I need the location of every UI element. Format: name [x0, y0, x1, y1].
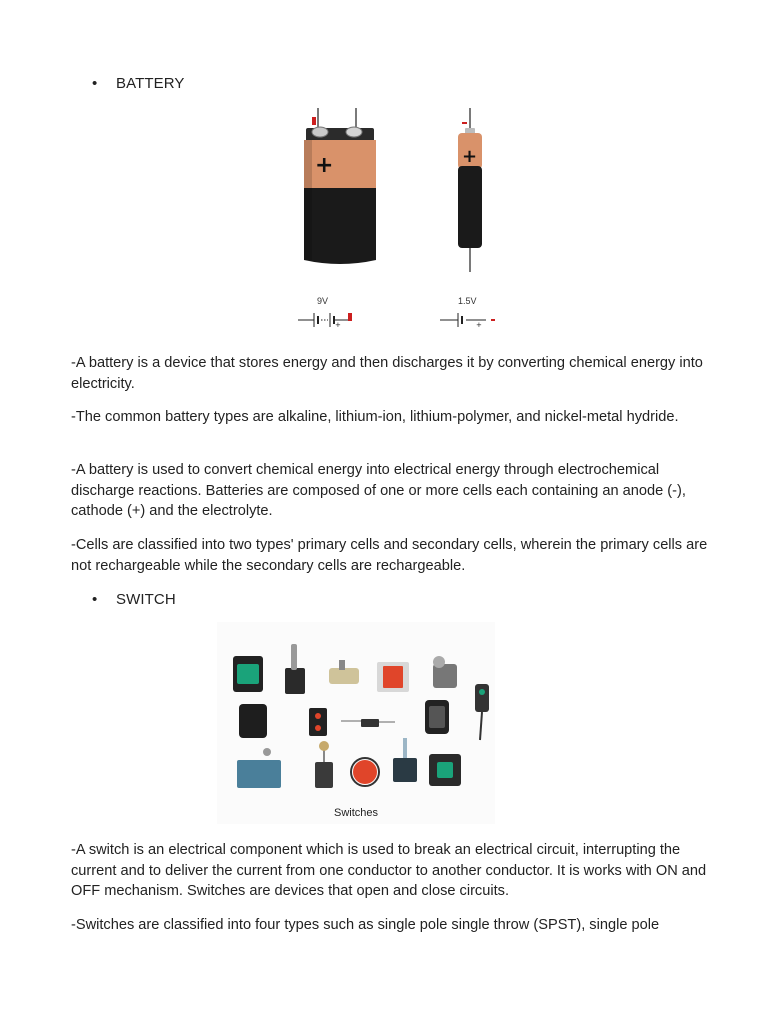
- heading-switch: SWITCH: [116, 591, 176, 608]
- rocker-switch-black: [239, 704, 267, 738]
- switches-caption: Switches: [333, 807, 379, 819]
- battery-paragraph-3: -A battery is used to convert chemical energy into electrical energy through electrochemical discharge reactions. Batteries are composed of one or more cells each containing an anode (-), cathode (+) and the electrolyte.: [71, 462, 686, 519]
- micro-switch: [361, 719, 379, 727]
- label-9v: 9V: [317, 296, 329, 306]
- svg-text:+: +: [335, 321, 341, 329]
- pendant-switch: [475, 684, 489, 712]
- bullet-dot: •: [92, 591, 98, 608]
- toggle-switch-black: [285, 668, 305, 694]
- aa-red-marker: [462, 122, 467, 124]
- nine-volt-black-body: [304, 188, 376, 264]
- label-1-5v: 1.5V: [458, 296, 477, 306]
- limit-switch-blue: [237, 760, 281, 788]
- svg-text:+: +: [476, 321, 482, 329]
- nine-volt-plus-icon: +: [315, 153, 334, 178]
- battery-paragraph-2: -The common battery types are alkaline, lithium-ion, lithium-polymer, and nickel-metal hydride.: [71, 409, 679, 425]
- switch-paragraph-2: -Switches are classified into four types such as single pole single throw (SPST), single pole: [71, 917, 660, 933]
- switches-illustration: [217, 622, 495, 804]
- switches-figure: [217, 622, 495, 824]
- toggle-switch-brass: [329, 668, 359, 684]
- push-button-red: [353, 760, 377, 784]
- battery-paragraph-4: -Cells are classified into two types' primary cells and secondary cells, wherein the primary cells are not rechargeable while the secondary cells are rechargeable.: [71, 537, 708, 574]
- limit-switch-plunger: [315, 762, 333, 788]
- nine-volt-lead-red-marker: [312, 117, 316, 125]
- switch-paragraph-1: -A switch is an electrical component which is used to break an electrical circuit, interrupting the current and to deliver the current from one conductor to another conductor. It is works with ON and OFF mechanism. Switches are devices that open and close circuits.: [71, 842, 707, 899]
- nine-volt-terminal-left: [312, 127, 328, 137]
- bullet-heading-switch: [92, 591, 176, 608]
- bullet-heading-battery: [92, 75, 185, 92]
- aa-plus-icon: +: [462, 146, 478, 167]
- bullet-dot: •: [92, 75, 98, 92]
- lever-switch: [433, 664, 457, 688]
- battery-figure: [290, 100, 510, 335]
- push-button-blue: [393, 758, 417, 782]
- rocker-switch-dual: [309, 708, 327, 736]
- battery-paragraph-1: -A battery is a device that stores energy and then discharges it by converting chemical energy into electricity.: [71, 355, 703, 392]
- nine-volt-terminal-right: [346, 127, 362, 137]
- heading-battery: BATTERY: [116, 75, 185, 92]
- aa-black-body: [458, 166, 482, 248]
